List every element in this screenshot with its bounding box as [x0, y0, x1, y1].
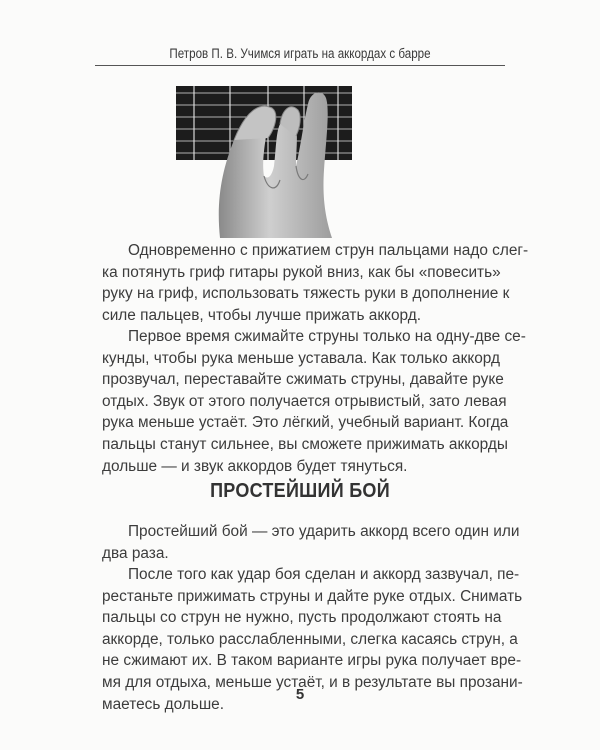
paragraph-3 [102, 521, 520, 564]
text-line: маетесь дольше. [102, 695, 224, 713]
text-line: кунды, чтобы рука меньше уставала. Как только аккорд [102, 349, 500, 367]
text-line: отдых. Звук от этого получается отрывистый, зато левая [102, 392, 507, 410]
text-line: прозвучал, переставайте сжимать струны, давайте руке [102, 371, 504, 389]
text-line: Одновременно с прижатием струн пальцами надо слег- [128, 242, 529, 259]
text-line: рука меньше устаёт. Это лёгкий, учебный вариант. Когда [102, 414, 509, 432]
text-line: дольше — и звук аккордов будет тянуться. [102, 457, 408, 475]
text-line: пальцы станут сильнее, вы сможете прижимать аккорды [102, 435, 508, 453]
text-line: два раза. [102, 544, 169, 562]
hand-on-fretboard-photo [176, 80, 352, 238]
text-line: ка потянуть гриф гитары рукой вниз, как бы «повесить» [102, 263, 501, 281]
text-line: Первое время сжимайте струны только на одну-две се- [128, 328, 526, 345]
section-heading: ПРОСТЕЙШИЙ БОЙ [210, 480, 390, 502]
text-line: руку на гриф, использовать тяжесть руки в дополнение к [102, 285, 510, 303]
running-header-title: Петров П. В. Учимся играть на аккордах с барре [169, 46, 431, 61]
header-rule [95, 65, 505, 66]
text-line: рестаньте прижимать струны и дайте руке отдых. Снимать [102, 587, 523, 605]
text-line: аккорде, только расслабленными, слегка касаясь струн, а [102, 630, 518, 648]
text-line: не сжимают их. В таком варианте игры рука получает вре- [102, 652, 522, 670]
text-line: После того как удар боя сделан и аккорд зазвучал, пе- [128, 566, 520, 583]
text-line: Простейший бой — это ударить аккорд всего один или [128, 523, 520, 540]
text-line: силе пальцев, чтобы лучше прижать аккорд. [102, 306, 421, 324]
text-line: мя для отдыха, меньше устаёт, и в результате вы прозани- [102, 673, 523, 691]
paragraph-1 [102, 240, 529, 326]
paragraph-2 [102, 326, 526, 477]
page-number: 5 [295, 686, 305, 703]
text-line: пальцы со струн не нужно, пусть продолжают стоять на [102, 609, 502, 627]
